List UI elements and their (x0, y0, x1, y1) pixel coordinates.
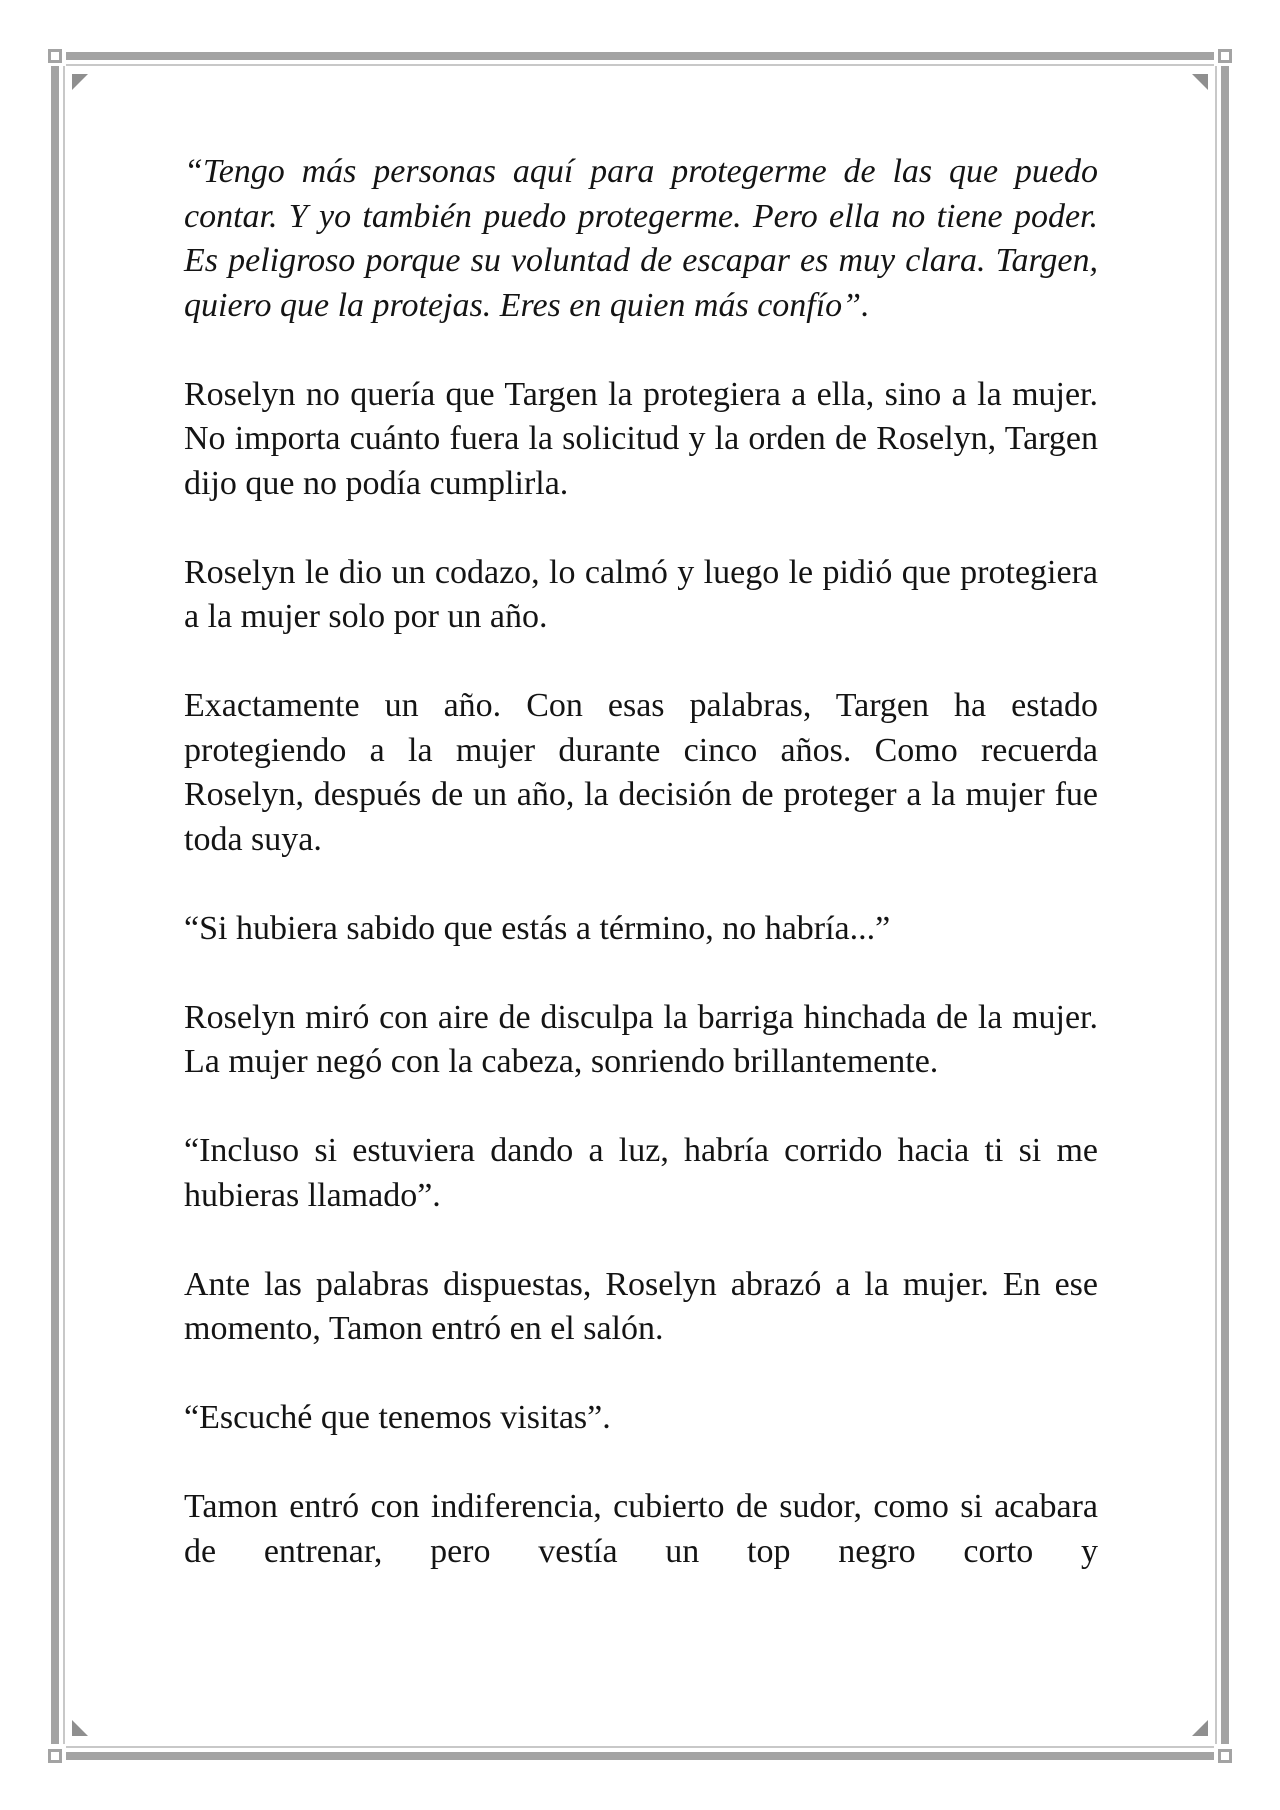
corner-ornament-bottom-left (48, 1749, 62, 1763)
corner-ornament-bottom-right (1218, 1749, 1232, 1763)
paragraph-4: Exactamente un año. Con esas palabras, Targen ha estado protegiendo a la mujer durante cinco años. Como recuerda Roselyn, después de un año, la decisión de proteger a la mujer fue toda suya. (184, 687, 1098, 858)
paragraph-7: “Incluso si estuviera dando a luz, habría corrido hacia ti si me hubieras llamado”. (184, 1132, 1098, 1214)
paragraph-9: “Escuché que tenemos visitas”. (184, 1399, 611, 1436)
corner-triangle-top-left (72, 74, 88, 90)
paragraph-2: Roselyn no quería que Targen la protegiera a ella, sino a la mujer. No importa cuánto fuera la solicitud y la orden de Roselyn, Targen dijo que no podía cumplirla. (184, 375, 1098, 502)
paragraph-3: Roselyn le dio un codazo, lo calmó y luego le pidió que protegiera a la mujer solo por un año. (184, 553, 1098, 635)
paragraph-5: “Si hubiera sabido que estás a término, no habría...” (184, 909, 891, 947)
corner-triangle-top-right (1192, 74, 1208, 90)
corner-triangle-bottom-left (72, 1720, 88, 1736)
frame-border-right (1221, 66, 1229, 1744)
paragraph-10: Tamon entró con indiferencia, cubierto de sudor, como si acabara de entrenar, pero vestía un top negro corto y (184, 1488, 1098, 1570)
frame-inner-top (66, 64, 1214, 66)
paragraph-6: Roselyn miró con aire de disculpa la barriga hinchada de la mujer. La mujer negó con la cabeza, sonriendo brillantemente. (184, 998, 1098, 1080)
paragraph-1: “Tengo más personas aquí para protegerme de las que puedo contar. Y yo también puedo protegerme. Pero ella no tiene poder. Es peligroso porque su voluntad de escapar es muy clara. Targen, quiero que la protejas. Eres en quien más confío”. (184, 153, 1098, 324)
frame-border-bottom (66, 1752, 1214, 1760)
body-text (184, 150, 1098, 1574)
frame-border-left (51, 66, 59, 1744)
frame-border-top (66, 52, 1214, 60)
frame-inner-bottom (66, 1746, 1214, 1748)
corner-triangle-bottom-right (1192, 1720, 1208, 1736)
corner-ornament-top-right (1218, 49, 1232, 63)
frame-inner-left (63, 66, 65, 1744)
paragraph-8: Ante las palabras dispuestas, Roselyn abrazó a la mujer. En ese momento, Tamon entró en el salón. (184, 1265, 1098, 1347)
corner-ornament-top-left (48, 49, 62, 63)
frame-inner-right (1215, 66, 1217, 1744)
